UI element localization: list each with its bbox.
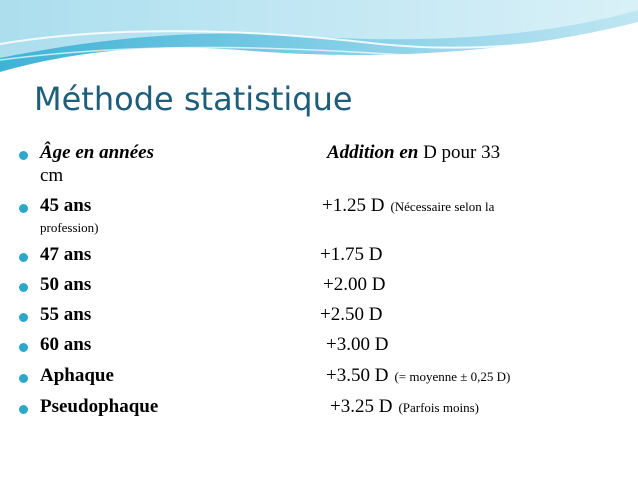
addition-note: (Nécessaire selon la: [390, 199, 495, 214]
addition-value: [326, 334, 388, 356]
header-waves-decoration: [0, 0, 638, 75]
addition-note: (Parfois moins): [398, 400, 479, 415]
addition-amount: +2.00 D: [323, 274, 386, 295]
list-item: [0, 244, 638, 274]
list-item: [0, 396, 638, 426]
age-label: 55 ans: [40, 304, 92, 325]
addition-amount: +3.25 D: [330, 396, 393, 417]
bullet-icon: [19, 253, 28, 262]
bullet-icon: [19, 405, 28, 414]
addition-value: [330, 396, 479, 418]
age-label: 47 ans: [40, 244, 92, 265]
addition-amount: +1.25 D: [322, 195, 385, 216]
age-label: Aphaque: [40, 365, 114, 386]
age-label: 50 ans: [40, 274, 92, 295]
addition-value: [326, 365, 510, 387]
addition-amount: +2.50 D: [320, 304, 383, 325]
age-label: 60 ans: [40, 334, 92, 355]
bullet-icon: [19, 204, 28, 213]
list-item: [0, 304, 638, 334]
bullet-icon: [19, 374, 28, 383]
table-header-row: [0, 142, 638, 172]
addition-value: [322, 195, 494, 217]
addition-header-continuation: cm: [40, 165, 64, 186]
addition-column-header: [327, 142, 500, 164]
list-item: [0, 365, 638, 395]
bullet-icon: [19, 343, 28, 352]
addition-header-unit: D pour 33: [423, 142, 501, 163]
addition-amount: +3.00 D: [326, 334, 389, 355]
bullet-icon: [19, 283, 28, 292]
addition-value: [323, 274, 385, 296]
addition-amount: +1.75 D: [320, 244, 383, 265]
age-label: Pseudophaque: [40, 396, 159, 417]
addition-value: [320, 244, 382, 266]
list-item: [0, 274, 638, 304]
list-item: [0, 334, 638, 364]
addition-note: (= moyenne ± 0,25 D): [394, 369, 511, 384]
addition-amount: +3.50 D: [326, 365, 389, 386]
slide-title: Méthode statistique: [34, 80, 353, 118]
age-label: 45 ans: [40, 195, 92, 216]
bullet-icon: [19, 313, 28, 322]
addition-header-emphasis: Addition en: [327, 142, 419, 163]
addition-value: [320, 304, 382, 326]
addition-note-continuation: profession): [40, 220, 99, 235]
age-column-header: Âge en années: [40, 142, 154, 163]
bullet-icon: [19, 151, 28, 160]
